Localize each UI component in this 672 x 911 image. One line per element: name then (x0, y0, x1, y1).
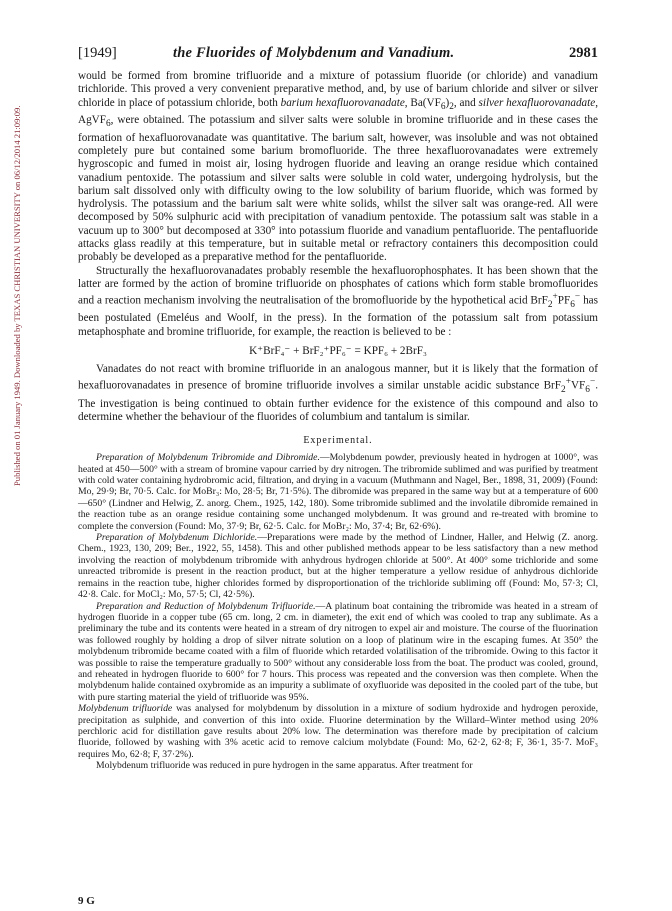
subscript: 2 (449, 101, 454, 112)
text-run: Vanadates do not react with bromine trifluoride in an analogous manner, but it is likely that the formation of hexafluorovanadates in presence of bromine trifluoride involves a similar unstable acidic substance BrF (78, 363, 598, 393)
text-run: would be formed from bromine trifluoride and a mixture of potassium fluoride (or chloride) and vanadium trichloride. This proved a very convenient preparative method, and, by use of barium chloride and silver or silver chloride in place of potassium chloride, both (78, 70, 598, 109)
compound-name: silver hexafluorovanadate (478, 96, 596, 109)
subscript: 2 (547, 300, 553, 311)
superscript: − (574, 292, 581, 303)
subscript: 6 (105, 119, 111, 130)
experimental-paragraph-4 (78, 703, 598, 760)
superscript: + (552, 292, 558, 303)
paragraph-1 (78, 70, 598, 265)
section-heading: Experimental. (303, 435, 373, 447)
run-in-heading: Molybdenum trifluoride (78, 703, 173, 715)
run-in-heading: Preparation of Molybdenum Dichloride. (96, 532, 258, 544)
reaction-equation: K⁺BrF₄⁻ + BrF₂⁺PF₆⁻ = KPF₆ + 2BrF₃ (249, 345, 427, 358)
superscript: + (565, 377, 571, 388)
provenance-text[interactable]: Published on 01 January 1949. Downloaded by TEXAS CHRISTIAN UNIVERSITY on 06/12/2014 21:09:09. (12, 105, 22, 486)
header-title: the Fluorides of Molybdenum and Vanadium. (173, 45, 455, 61)
subscript: 6 (585, 385, 590, 396)
article-body (78, 70, 598, 772)
experimental-paragraph-3 (78, 601, 598, 704)
experimental-paragraph-1 (78, 452, 598, 532)
running-header (78, 45, 598, 65)
text-run: , AgVF (78, 96, 598, 127)
provenance-sidebar (12, 66, 24, 486)
text-run: was analysed for molybdenum by dissolution in a mixture of sodium hydroxide and hydrogen peroxide, precipitation as sulphide, and convertion of this into oxide. Fluorine determination by the Willard–Winter method using 20% perchloric acid for distillation gave results about 20% low. The determination was therefore made by precipitation of calcium fluoride, followed by washing with 3% acetic acid to remove calcium molybdate (Found: Mo, 62·2, 62·8; F, 36·1, 35·7. MoF₃ requires Mo, 62·8; F, 37·2%). (78, 703, 598, 760)
text-run: has been postulated (Emeléus and Woolf, in the press). In the formation of the potassium salt from potassium metaphosphate and bromine trifluoride, for example, the reaction is believed to be : (78, 294, 598, 338)
subscript: 2 (561, 385, 566, 396)
compound-name: barium hexafluorovanadate (280, 96, 405, 109)
superscript: − (589, 377, 596, 388)
text-run: PF (557, 294, 571, 307)
text-run: ) (445, 96, 450, 109)
text-run: —A platinum boat containing the tribromide was heated in a stream of hydrogen fluoride in a copper tube (65 cm. long, 2 cm. in diameter), the exit end of which was cooled to trap any sublimate. As a preliminary the tube and its contents were heated in a stream of dry nitrogen to expel air and moisture. The course of the fluorination was followed roughly by holding a drop of silver nitrate solution on a loop of platinum wire in the escaping fumes. At 350° the molybdenum tribromide became coated with a film of fluoride which retarded volatilisation of the tribromide. Owing to this factor it was possible to raise the temperature gradually to 500° without any considerable loss from the boat. The product was cooled, ground, and reheated in hydrogen fluoride to 600° for 7 hours. This process was repeated and the conversion was then complete. When the molybdenum halide contained oxybromide as an impurity a sublimate of oxyfluoride was deposited in the cooled part of the tube, but with pure starting material the yield of trifluoride was 95%. (78, 600, 599, 703)
page-number: 2981 (569, 45, 598, 61)
subscript: 6 (570, 300, 575, 311)
text-run: , and (453, 96, 479, 109)
paragraph-3 (78, 363, 598, 424)
text-run: —Preparations were made by the method of Lindner, Haller, and Helwig (Z. anorg. Chem., 1923, 130, 209; Ber., 1922, 55, 1458). This and other published methods appear to be less satisfactory than a new method involving the reaction of molybdenum tribromide with anhydrous hydrogen chloride at 500°. At 400° some trichloride and some unreacted tribromide is present in the reaction product, but at the higher temperature a yellow residue of anhydrous dichloride remains in the reaction tube, higher chlorides formed by disproportionation of the trichloride subliming off (Found: Mo, 57·3; Cl, 42·8. Calc. for MoCl₂: Mo, 57·5; Cl, 42·5%). (78, 532, 598, 601)
text-run: , Ba(VF (404, 96, 441, 109)
experimental-paragraph-2 (78, 532, 598, 600)
text-run: Structurally the hexafluorovanadates probably resemble the hexafluorophosphates. It has been shown that the latter are formed by the action of bromine trifluoride on phosphates of cations which form stable bromofluorides and a reaction mechanism involving the neutralisation of the bromofluoride by the hypothetical acid BrF (78, 264, 598, 307)
run-in-heading: Preparation and Reduction of Molybdenum Trifluoride. (96, 600, 316, 612)
header-year: [1949] (78, 45, 117, 61)
run-in-heading: Preparation of Molybdenum Tribromide and Dibromide. (96, 452, 320, 464)
subscript: 6 (440, 101, 446, 112)
signature-mark: 9 G (78, 895, 95, 907)
text-run: —Molybdenum powder, previously heated in hydrogen at 1000°, was heated at 450—500° with a stream of bromine vapour carried by dry nitrogen. The tribromide sublimed and was purified by treatment with cold water containing hydrobromic acid, filtration, and drying in a vacuum (Muthmann and Nagel, Ber., 1898, 31, 2009) (Found: Mo, 29·9; Br, 70·5. Calc. for MoBr₃: Mo, 28·5; Br, 71·5%). The dibromide was prepared in the same way but at a temperature of 600—650° (Lindner and Helwig, Z. anorg. Chem., 1925, 142, 180). Some tribromide sublimed and the involatile dibromide remained in the reaction tube as an orange residue containing some unchanged molybdenum. It was ground and re-treated with bromine to complete the conversion (Found: Mo, 37·9; Br, 62·5. Calc. for MoBr₂: Mo, 37·4; Br, 62·6%). (78, 452, 598, 532)
text-run: Molybdenum trifluoride was reduced in pure hydrogen in the same apparatus. After treatment for (96, 760, 473, 772)
text-run: VF (570, 380, 586, 393)
text-run: . The investigation is being continued to obtain further evidence for the existence of this compound and also to determine whether the behaviour of the fluorides of columbium and tantalum is similar. (78, 380, 598, 423)
experimental-section (78, 452, 598, 771)
text-run: , were obtained. The potassium and silver salts were soluble in bromine trifluoride and in these cases the formation of hexafluorovanadate was quantitative. The barium salt, however, was insoluble and was not obtained completely pure but contained some barium bromofluoride. The three hexafluorovanadates were extremely hygroscopic and fumed in moist air, losing hydrogen fluoride and leaving an orange residue which contained vanadium pentoxide. The potassium and silver salts were soluble in cold water, undergoing hydrolysis, but the barium salt dissolved only with difficulty owing to the low solubility of barium fluoride, which was formed by hydrolysis. The potassium and the barium salt were white solids, whilst the silver salt was orange-red. All were decomposed by 50% sulphuric acid with precipitation of vanadium pentoxide. The potassium salt was stable in a vacuum up to 300° but decomposed at 330° into potassium fluoride and vanadium pentafluoride. The pentafluoride attacks glass readily at this temperature, but in suitable metal or refractory containers this decomposition could probably be developed as a preparative method for the pentafluoride. (78, 114, 598, 264)
experimental-paragraph-5 (78, 760, 598, 771)
paragraph-2 (78, 265, 598, 339)
